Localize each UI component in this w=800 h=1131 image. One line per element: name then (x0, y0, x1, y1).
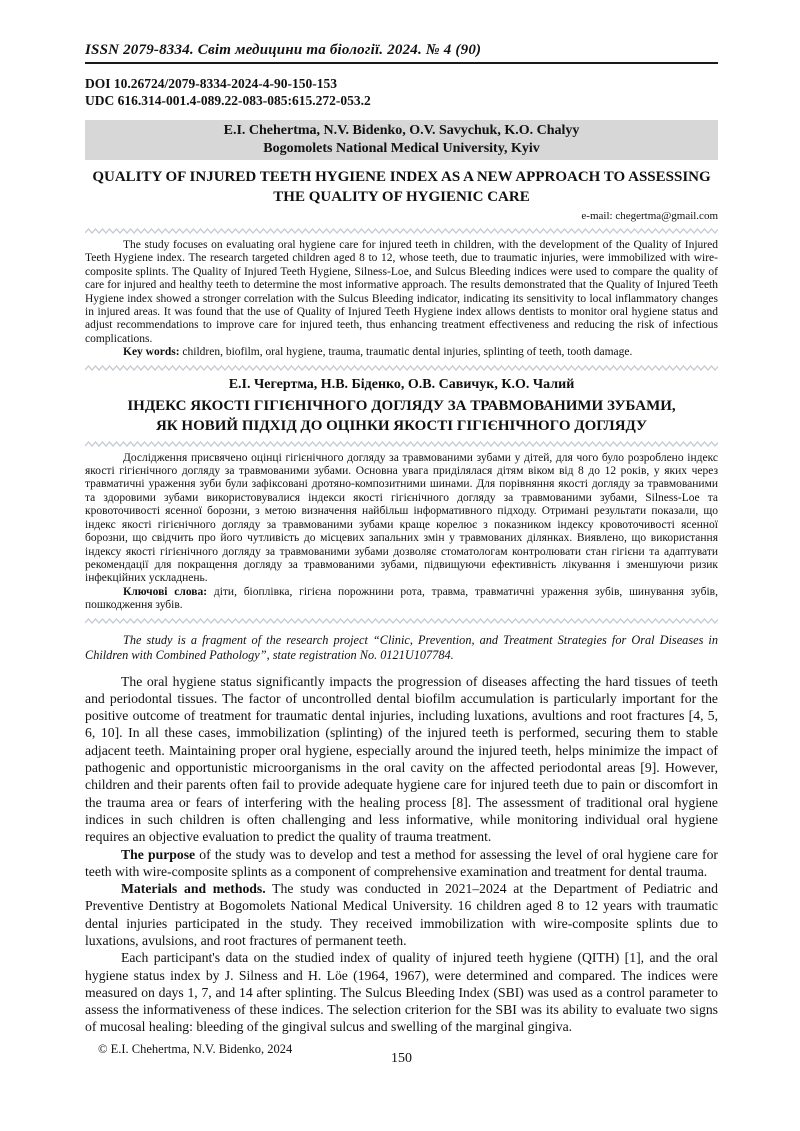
zigzag-divider (85, 365, 718, 371)
zigzag-divider (85, 441, 718, 447)
en-keywords: Key words: children, biofilm, oral hygiene, trauma, traumatic dental injuries, splinting of teeth, tooth damage. (123, 346, 633, 359)
en-title-line2: THE QUALITY OF HYGIENIC CARE (273, 189, 530, 205)
uk-keywords: Ключові слова: діти, біоплівка, гігієна порожнини рота, травма, травматичні ураження зубів, шинування зубів, пошкодження зубів. (85, 585, 718, 612)
udc-line: UDC 616.314-001.4-089.22-083-085:615.272-053.2 (85, 93, 371, 108)
email-line: e-mail: chegertma@gmail.com (581, 210, 718, 222)
uk-authors: Е.І. Чегертма, Н.В. Біденко, О.В. Савичук, К.О. Чалий (228, 376, 575, 392)
zigzag-divider (85, 228, 718, 234)
en-title-line1: QUALITY OF INJURED TEETH HYGIENE INDEX AS A NEW APPROACH TO ASSESSING (92, 169, 711, 185)
copyright-note: © E.I. Chehertma, N.V. Bidenko, 2024 (98, 1042, 293, 1056)
uk-abstract-text: Дослідження присвячено оцінці гігієнічного догляду за травмованими зубами у дітей, для чого було розроблено індекс якості гігієнічного догляду за травмованими зубами. Основна увага приділялася дітям віком від 8 до 12 років, у яких через травматичні ураження зуби були зафіксовані дротяно-композитними шинами. Для порівняння якості догляду за травмованими та здоровими зубами використовувалися індекси якості гігієнічного догляду за травмованими зубами, Silness-Loe та кровоточивості ясенної борозни, з метою визначення найбільш інформативного підходу. Отримані результати показали, що індекс якості гігієнічного догляду за травмованими зубами краще корелює з показником індексу кровоточивості ясенної борозни, що свідчить про його чутливість до місцевих запальних змін у травмованих ділянках. Виявлено, що використання індексу якості гігієнічного догляду за травмованими зубами дозволяє стоматологам контролювати стан гігієни та адаптувати рекомендації для покращення догляду за травмованими зубами, підвищуючи ефективність лікування і зменшуючи ризик інфекційних ускладнень. (85, 451, 718, 585)
uk-title-line1: ІНДЕКС ЯКОСТІ ГІГІЄНІЧНОГО ДОГЛЯДУ ЗА ТРАВМОВАНИМИ ЗУБАМИ, (127, 397, 676, 414)
body-paragraph-4: Each participant's data on the studied index of quality of injured teeth hygiene (QITH) [1], and the oral hygiene status index by J. Silness and H. Löe (1964, 1967), were determined and compared. The indices were measured on days 1, 7, and 14 after splinting. The Sulcus Bleeding Index (SBI) was used as a control parameter to assess the informativeness of these indices. The selection criterion for the SBI was its ability to evaluate two signs of mucosal healing: bleeding of the gingival sulcus and swelling of the marginal gingiva. (85, 950, 718, 1035)
body-paragraph-3: Materials and methods. The study was conducted in 2021–2024 at the Department of Pediatric and Preventive Dentistry at Bogomolets National Medical University. 16 children aged 8 to 12 years with traumatic dental injuries participated in the study. They received immobilization with wire-composite splints due to luxations, avulsions, and root fractures of permanent teeth. (85, 881, 718, 948)
body-paragraph-1: The oral hygiene status significantly impacts the progression of diseases affecting the hard tissues of teeth and periodontal tissues. The factor of uncontrolled dental biofilm accumulation is particularly important for the positive outcome of treatment for traumatic dental injuries, including luxations, avultions and root fractures [4, 5, 6, 10]. In all these cases, immobilization (splinting) of the injured teeth is performed, securing them to stable adjacent teeth. Maintaining proper oral hygiene, especially around the injured teeth, helps minimize the impact of pathogenic and opportunistic microorganisms in the oral cavity on the affected periodontal areas [9]. However, children and their parents often fail to provide adequate hygiene care for injured teeth due to pain or discomfort in the trauma area or fears of interfering with the healing process [8]. The assessment of traditional oral hygiene indices in such children is often challenging and less informative, while monitoring individual oral hygiene requires an objective evaluation to predict the quality of trauma treatment. (85, 673, 718, 845)
en-article-title (85, 167, 718, 207)
uk-keywords-label: Ключові слова: (123, 585, 208, 598)
page-footer (85, 1042, 718, 1092)
purpose-lead: The purpose (121, 846, 196, 862)
doi-line: DOI 10.26724/2079-8334-2024-4-90-150-153 (85, 76, 337, 91)
en-abstract-text: The study focuses on evaluating oral hygiene care for injured teeth in children, with the development of the Quality of Injured Teeth Hygiene index. The research targeted children aged 8 to 12, whose teeth, due to traumatic injuries, were immobilized with wire-composite splints. The Quality of Injured Teeth Hygiene, Silness-Loe, and Sulcus Bleeding indices were used to compare the quality of care for injured and healthy teeth to determine the most informative approach. The results demonstrated that the Quality of Injured Teeth Hygiene index showed a stronger correlation with the Sulcus Bleeding indicator, indicating its sensitivity to local inflammatory changes in injured areas. It was found that the use of Quality of Injured Teeth Hygiene index allows dentists to monitor oral hygiene status and adjust recommendations to improve care for injured teeth, thus enhancing treatment effectiveness and reducing the risk of infectious complications. (85, 239, 718, 345)
en-keywords-label: Key words: (123, 346, 180, 359)
en-authors: E.I. Chehertma, N.V. Bidenko, O.V. Savychuk, K.O. Chalyy (223, 123, 580, 138)
en-authors-band (85, 120, 718, 160)
uk-article-title (85, 396, 718, 436)
zigzag-divider (85, 618, 718, 624)
materials-methods-lead: Materials and methods. (121, 881, 266, 897)
uk-abstract-block (85, 452, 718, 613)
page-number: 150 (391, 1051, 412, 1066)
issn-journal-line: ISSN 2079-8334. Світ медицини та біології. 2024. № 4 (90) (85, 42, 718, 64)
uk-title-line2: ЯК НОВИЙ ПІДХІД ДО ОЦІНКИ ЯКОСТІ ГІГІЄНІЧНОГО ДОГЛЯДУ (155, 417, 648, 434)
en-abstract-block (85, 239, 718, 360)
research-project-note: The study is a fragment of the research project “Clinic, Prevention, and Treatment Strategies for Oral Diseases in Children with Combined Pathology”, state registration No. 0121U107784. (85, 632, 718, 662)
body-paragraph-2: The purpose of the study was to develop and test a method for assessing the level of oral hygiene care for teeth with wire-composite splints as a component of comprehensive examination and treatment for dental trauma. (85, 846, 718, 879)
en-affiliation: Bogomolets National Medical University, Kyiv (263, 141, 540, 156)
article-body (85, 673, 718, 1036)
